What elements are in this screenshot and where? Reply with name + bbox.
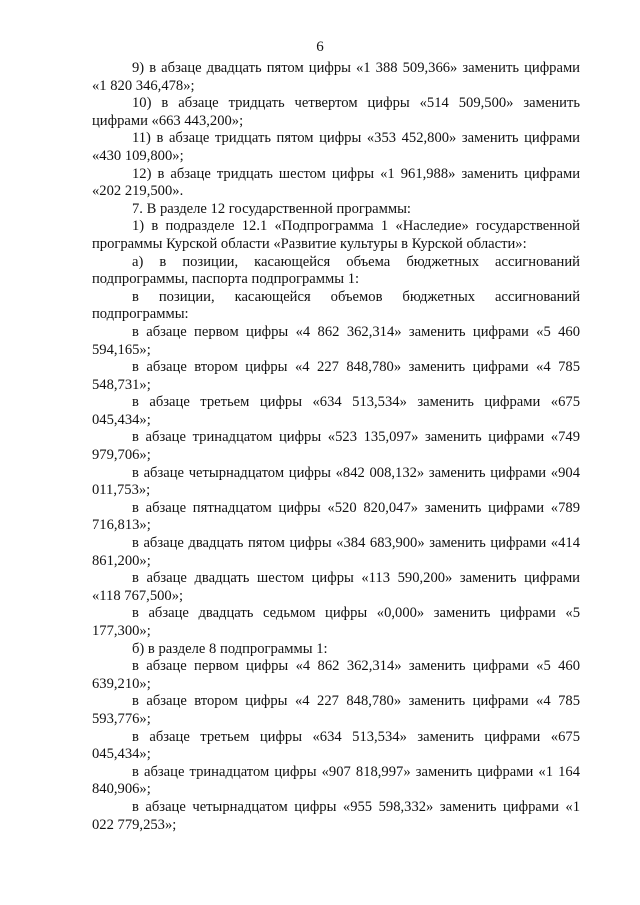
document-body xyxy=(92,60,580,834)
paragraph-item-b: б) в разделе 8 подпрограммы 1: xyxy=(132,640,328,657)
paragraph-line: в абзаце втором цифры «4 227 848,780» заменить цифрами «4 785 548,731»; xyxy=(92,359,580,393)
section-heading-7: 7. В разделе 12 государственной программы: xyxy=(132,200,411,217)
paragraph-line: в абзаце двадцать пятом цифры «384 683,900» заменить цифрами «414 861,200»; xyxy=(92,535,580,569)
paragraph-amendment-11: 11) в абзаце тридцать пятом цифры «353 452,800» заменить цифрами «430 109,800»; xyxy=(92,130,580,164)
page-number: 6 xyxy=(316,39,324,55)
paragraph-line: в абзаце пятнадцатом цифры «520 820,047» заменить цифрами «789 716,813»; xyxy=(92,499,580,534)
paragraph-line: в абзаце двадцать шестом цифры «113 590,200» заменить цифрами «118 767,500»; xyxy=(92,570,580,604)
paragraph-amendment-12: 12) в абзаце тридцать шестом цифры «1 961,988» заменить цифрами «202 219,500». xyxy=(92,165,580,200)
paragraph-subsection-12-1: 1) в подразделе 12.1 «Подпрограмма 1 «Наследие» государственной программы Курской области «Развитие культуры в Курской области»: xyxy=(92,218,580,252)
paragraph-budget-position: в позиции, касающейся объемов бюджетных ассигнований подпрограммы: xyxy=(92,288,580,323)
paragraph-line: в абзаце четырнадцатом цифры «842 008,132» заменить цифрами «904 011,753»; xyxy=(92,464,580,499)
paragraph-line: в абзаце третьем цифры «634 513,534» заменить цифрами «675 045,434»; xyxy=(92,394,580,428)
paragraph-line: в абзаце тринадцатом цифры «523 135,097» заменить цифрами «749 979,706»; xyxy=(92,429,580,464)
paragraph-item-a: а) в позиции, касающейся объема бюджетных ассигнований подпрограммы, паспорта подпрограммы 1: xyxy=(92,253,580,288)
paragraph-line: в абзаце первом цифры «4 862 362,314» заменить цифрами «5 460 594,165»; xyxy=(92,323,580,358)
paragraph-line: в абзаце четырнадцатом цифры «955 598,332» заменить цифрами «1 022 779,253»; xyxy=(92,798,580,833)
paragraph-line: в абзаце третьем цифры «634 513,534» заменить цифрами «675 045,434»; xyxy=(92,728,580,763)
paragraph-amendment-10: 10) в абзаце тридцать четвертом цифры «514 509,500» заменить цифрами «663 443,200»; xyxy=(92,95,580,129)
paragraph-line: в абзаце первом цифры «4 862 362,314» заменить цифрами «5 460 639,210»; xyxy=(92,658,580,692)
paragraph-amendment-9: 9) в абзаце двадцать пятом цифры «1 388 509,366» заменить цифрами «1 820 346,478»; xyxy=(92,60,580,94)
paragraph-line: в абзаце двадцать седьмом цифры «0,000» заменить цифрами «5 177,300»; xyxy=(92,605,580,639)
paragraph-line: в абзаце втором цифры «4 227 848,780» заменить цифрами «4 785 593,776»; xyxy=(92,693,580,727)
paragraph-line: в абзаце тринадцатом цифры «907 818,997» заменить цифрами «1 164 840,906»; xyxy=(92,763,580,798)
